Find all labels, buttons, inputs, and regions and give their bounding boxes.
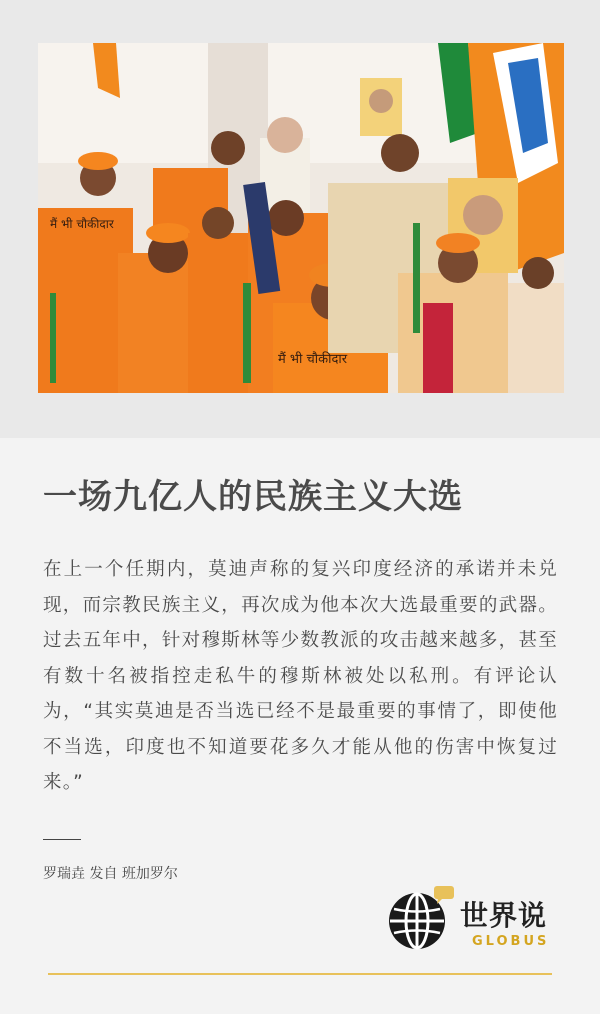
shirt-text: मैं भी चौकीदार xyxy=(278,352,348,367)
globus-logo xyxy=(386,886,556,956)
brand-name-en: GLOBUS xyxy=(472,934,550,949)
byline-divider xyxy=(43,839,81,840)
article-headline: 一场九亿人的民族主义大选 xyxy=(43,477,463,517)
cap-text: मैं भी चौकीदार xyxy=(50,217,114,231)
article-body: 在上一个任期内，莫迪声称的复兴印度经济的承诺并未兑现，而宗教民族主义，再次成为他本次大选最重要的武器。过去五年中，针对穆斯林等少数教派的攻击越来越多，甚至有数十名被指控走私牛的穆斯林被处以私刑。有评论认为，“其实莫迪是否当选已经不是最重要的事情了，即使他不当选，印度也不知道要花多久才能从他的伤害中恢复过来。” xyxy=(43,559,558,793)
byline: 罗瑞垚 发自 班加罗尔 xyxy=(43,866,178,882)
brand-name-cn: 世界说 xyxy=(460,899,548,932)
speech-bubble-icon xyxy=(434,886,454,904)
footer-accent-line xyxy=(48,973,552,975)
rally-photo xyxy=(38,43,564,393)
